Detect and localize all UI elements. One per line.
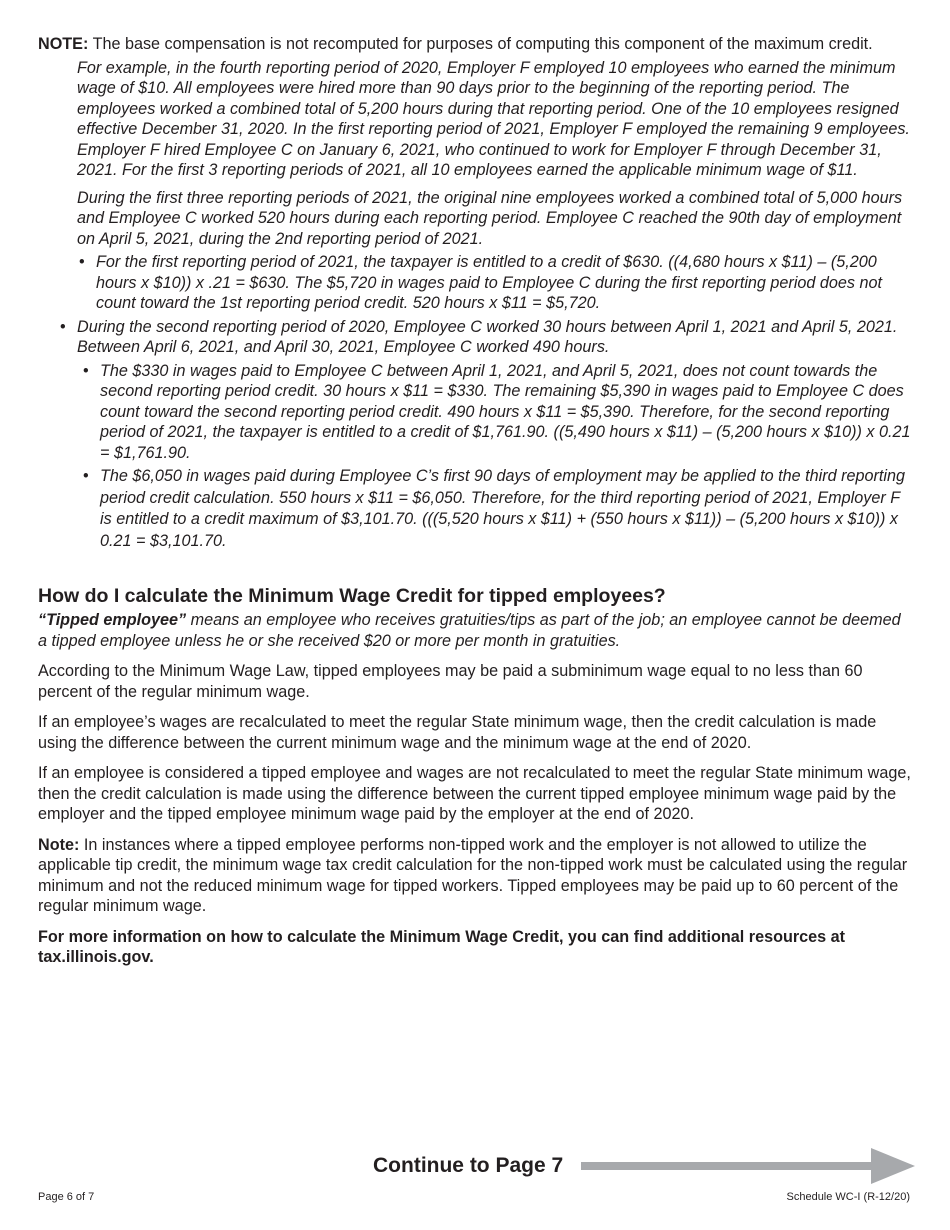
bullet-text: The $330 in wages paid to Employee C between April 1, 2021, and April 5, 2021, does not count towards the second reporting period credit. 30 hours x $11 = $330. The remaining $5,390 in wages paid to Employee C does count toward the second reporting period credit. 490 hours x $11 = $5,390. Therefore, for the second reporting period of 2021, the taxpayer is entitled to a credit of $1,761.90. ((5,490 hours x $11) – (5,200 hours x $10)) x 0.21 = $1,761.90. xyxy=(100,361,911,462)
bullet-first-period xyxy=(79,252,914,314)
definition-text: means an employee who receives gratuities/tips as part of the job; an employee cannot be deemed a tipped employee unless he or she received $20 or more per month in gratuities. xyxy=(38,611,901,650)
more-information: For more information on how to calculate the Minimum Wage Credit, you can find additional resources at tax.illinois.gov. xyxy=(38,927,846,966)
bullet-text: For the first reporting period of 2021, the taxpayer is entitled to a credit of $630. ((4,680 hours x $11) – (5,200 hours x $10)) x .21 = $630. The $5,720 in wages paid to Employee C during the first reporting period does not count toward the 1st reporting period credit. 520 hours x $11 = $5,720. xyxy=(96,253,883,312)
bullet-text: The $6,050 in wages paid during Employee C’s first 90 days of employment may be applied to the third reporting period credit calculation. 550 hours x $11 = $6,050. Therefore, for the third reporting period of 2021, Employer F is entitled to a credit maximum of $3,101.70. (((5,520 hours x $11) + (550 hours x $11)) – (5,200 hours x $10)) x 0.21 = $3,101.70. xyxy=(100,467,906,550)
example-paragraph-1: For example, in the fourth reporting period of 2020, Employer F employed 10 employees who earned the minimum wage of $10. All employees were hired more than 90 days prior to the beginning of the reporting period. The employees worked a combined total of 5,200 hours during that reporting period. One of the 10 employees resigned effective December 31, 2020. In the first reporting period of 2021, Employer F employed the remaining 9 employees. Employer F hired Employee C on January 6, 2021, who continued to work for Employer F through December 31, 2021. For the first 3 reporting periods of 2021, all 10 employees earned the applicable minimum wage of $11. xyxy=(77,58,910,179)
note-label: NOTE: xyxy=(38,35,89,53)
paragraph-recalculated-wages: If an employee’s wages are recalculated to meet the regular State minimum wage, then the credit calculation is made using the difference between the current minimum wage and the minimum wage at the end of 2020. xyxy=(38,713,877,752)
form-identifier: Schedule WC-I (R-12/20) xyxy=(786,1191,910,1203)
bullet-icon: • xyxy=(83,467,89,485)
bullet-icon: • xyxy=(83,361,89,380)
page-number: Page 6 of 7 xyxy=(38,1191,95,1203)
document-body xyxy=(38,34,914,968)
note-label: Note: xyxy=(38,835,80,854)
note-text: The base compensation is not recomputed for purposes of computing this component of the maximum credit. xyxy=(88,35,873,53)
arrow-right-icon[interactable] xyxy=(581,1148,915,1184)
continue-label[interactable]: Continue to Page 7 xyxy=(373,1154,564,1177)
note-base-compensation xyxy=(38,34,914,55)
bullet-text: During the second reporting period of 2020, Employee C worked 30 hours between April 1, 2021 and April 5, 2021. Between April 6, 2021, and April 30, 2021, Employee C worked 490 hours. xyxy=(77,317,898,356)
paragraph-not-recalculated: If an employee is considered a tipped employee and wages are not recalculated to meet the regular State minimum wage, then the credit calculation is made using the difference between the current tipped employee minimum wage paid by the employer and the tipped employee minimum wage paid by the employer at the end of 2020. xyxy=(38,764,911,823)
bullet-second-period-credit xyxy=(83,361,914,464)
bullet-icon: • xyxy=(60,317,66,336)
note-non-tipped-work xyxy=(38,835,914,917)
bullet-icon: • xyxy=(79,253,85,271)
note-text: In instances where a tipped employee performs non-tipped work and the employer is not allowed to utilize the applicable tip credit, the minimum wage tax credit calculation for the non-tipped work must be calculated using the regular minimum and not the reduced minimum wage for tipped workers. Tipped employees may be paid up to 60 percent of the regular minimum wage. xyxy=(38,835,908,915)
bullet-third-period-credit xyxy=(83,466,914,552)
tipped-employee-definition xyxy=(38,610,914,651)
section-heading: How do I calculate the Minimum Wage Credit for tipped employees? xyxy=(38,585,666,607)
paragraph-subminimum-wage: According to the Minimum Wage Law, tipped employees may be paid a subminimum wage equal to no less than 60 percent of the regular minimum wage. xyxy=(38,662,863,701)
continue-link[interactable] xyxy=(373,1150,563,1182)
example-paragraph-2: During the first three reporting periods of 2021, the original nine employees worked a combined total of 5,000 hours and Employee C worked 520 hours during each reporting period. Employee C reached the 90th day of employment on April 5, 2021, during the 2nd reporting period of 2021. xyxy=(77,188,903,248)
definition-term: “Tipped employee” xyxy=(38,611,187,629)
bullet-second-period xyxy=(60,317,914,358)
